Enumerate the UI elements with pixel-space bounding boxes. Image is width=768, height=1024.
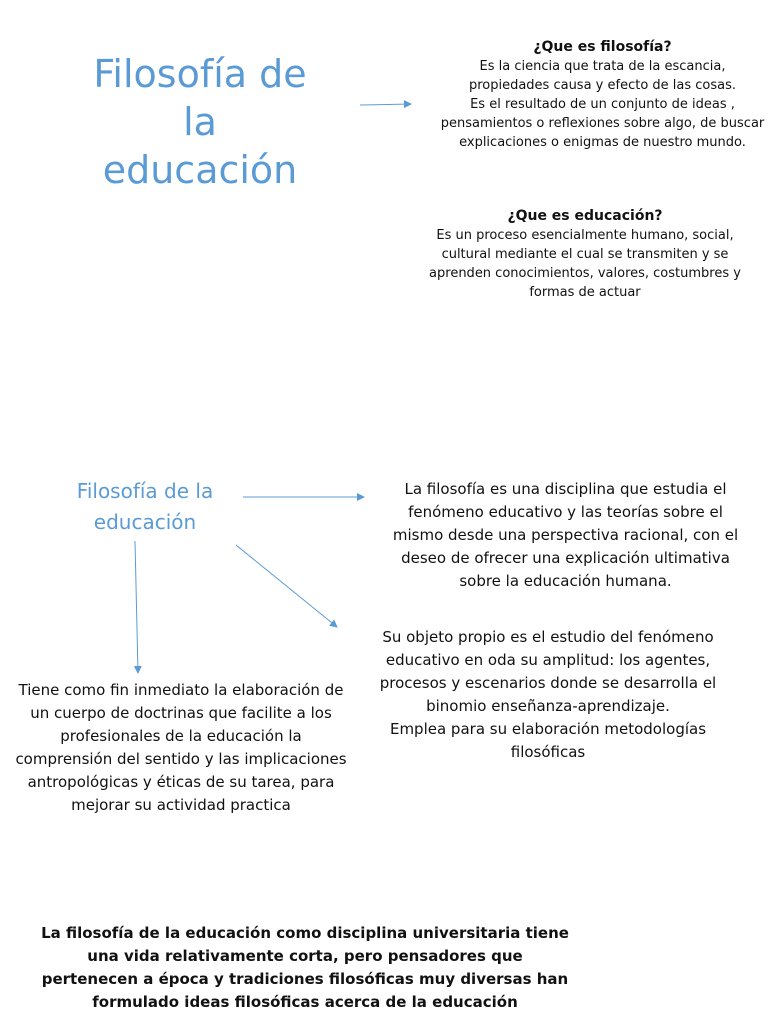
purpose-paragraph	[6, 679, 356, 817]
object-paragraph	[368, 626, 728, 764]
title-line-1: Filosofía de	[93, 52, 307, 96]
definition-line: fenómeno educativo y las teorías sobre el	[408, 503, 723, 521]
arrow-title-to-definitions	[360, 104, 411, 105]
philosophy-definition-block	[430, 38, 768, 152]
purpose-line: antropológicas y éticas de su tarea, para	[27, 773, 335, 791]
arrow-to-object-paragraph	[236, 545, 337, 627]
object-line: procesos y escenarios donde se desarrolla el	[379, 674, 717, 692]
section-title-line-2: educación	[93, 510, 197, 534]
education-heading: ¿Que es educación?	[507, 208, 663, 224]
education-definition-block	[420, 207, 750, 302]
object-line: educativo en oda su amplitud: los agentes,	[385, 651, 711, 669]
footer-line: una vida relativamente corta, pero pensadores que	[87, 947, 523, 965]
definition-line: deseo de ofrecer una explicación ultimativa	[401, 549, 730, 567]
purpose-line: mejorar su actividad practica	[71, 796, 291, 814]
philosophy-line: explicaciones o enigmas de nuestro mundo.	[459, 135, 746, 150]
philosophy-line: Es el resultado de un conjunto de ideas ,	[470, 97, 735, 112]
object-line: Su objeto propio es el estudio del fenómeno	[382, 628, 714, 646]
title-line-3: educación	[102, 148, 298, 192]
philosophy-line: pensamientos o reflexiones sobre algo, de buscar	[440, 116, 765, 131]
object-line: filosóficas	[510, 743, 586, 761]
purpose-line: un cuerpo de doctrinas que facilite a los	[30, 704, 332, 722]
education-line: aprenden conocimientos, valores, costumbres y	[429, 266, 741, 281]
definition-paragraph	[368, 478, 763, 593]
arrow-to-purpose-paragraph	[135, 541, 138, 673]
education-line: cultural mediante el cual se transmiten y se	[441, 247, 729, 262]
object-line: binomio enseñanza-aprendizaje.	[426, 697, 670, 715]
philosophy-line: Es la ciencia que trata de la escancia,	[479, 59, 726, 74]
education-line: Es un proceso esencialmente humano, social,	[436, 228, 734, 243]
philosophy-line: propiedades causa y efecto de las cosas.	[468, 78, 737, 93]
footer-line: formulado ideas filosóficas acerca de la educación	[92, 993, 518, 1011]
philosophy-heading: ¿Que es filosofía?	[533, 39, 672, 55]
definition-line: mismo desde una perspectiva racional, con el	[392, 526, 739, 544]
page-title	[90, 50, 310, 194]
education-line: formas de actuar	[529, 285, 641, 300]
footer-paragraph	[40, 922, 570, 1014]
footer-line: La filosofía de la educación como disciplina universitaria tiene	[41, 924, 569, 942]
definition-line: La filosofía es una disciplina que estudia el	[404, 480, 727, 498]
object-line: Emplea para su elaboración metodologías	[389, 720, 707, 738]
purpose-line: Tiene como fin inmediato la elaboración de	[18, 681, 344, 699]
section-title-line-1: Filosofía de la	[76, 479, 214, 503]
title-line-2: la	[183, 100, 217, 144]
purpose-line: comprensión del sentido y las implicaciones	[15, 750, 347, 768]
footer-line: pertenecen a época y tradiciones filosóficas muy diversas han	[41, 970, 569, 988]
definition-line: sobre la educación humana.	[459, 572, 672, 590]
section-title	[55, 476, 235, 538]
purpose-line: profesionales de la educación la	[60, 727, 302, 745]
